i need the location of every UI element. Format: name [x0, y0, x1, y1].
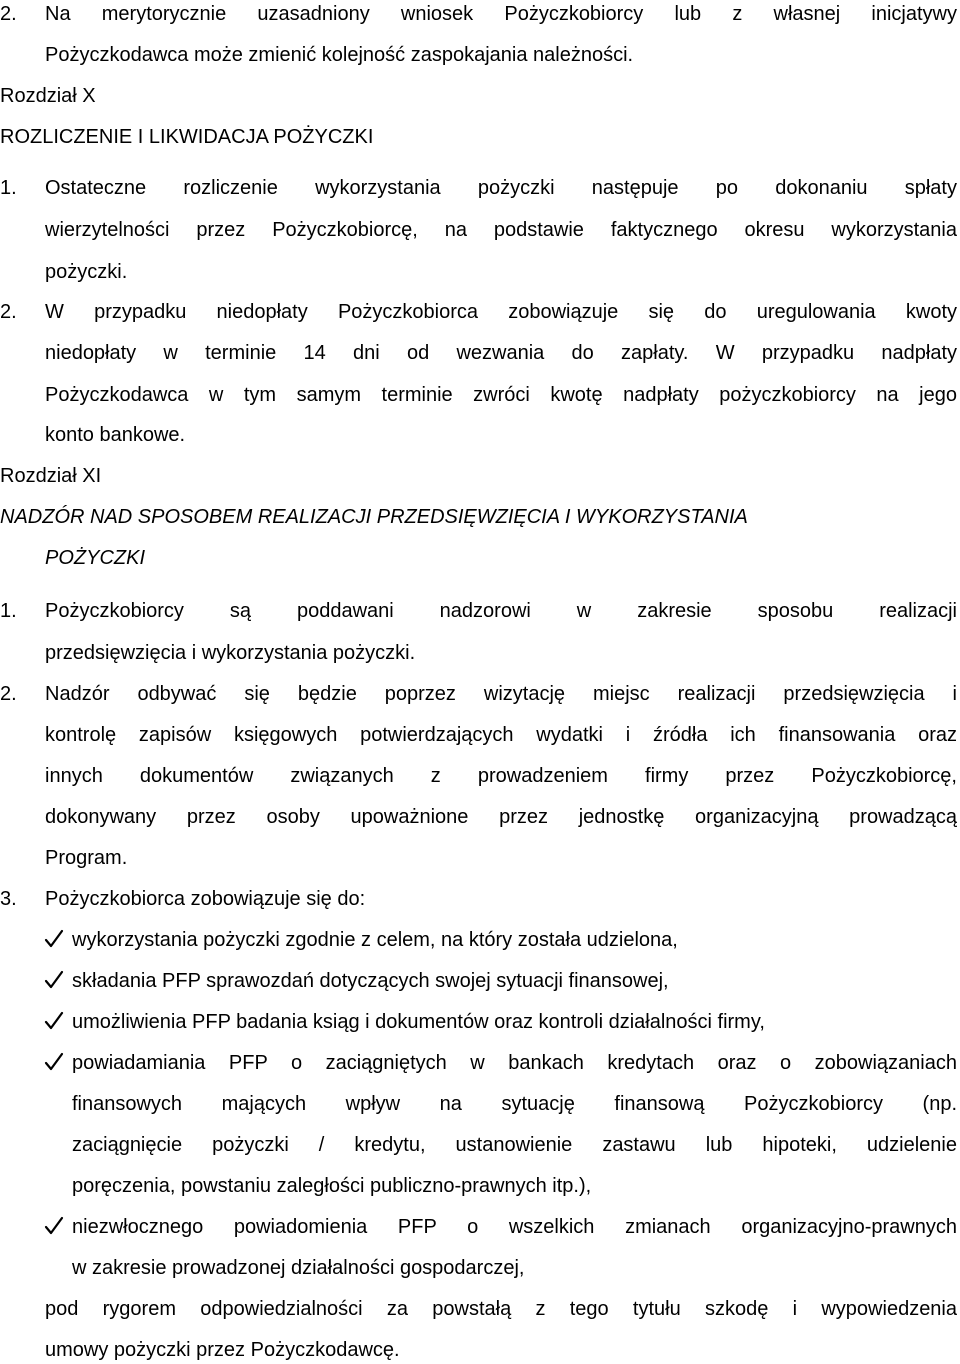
paragraph-number: 1.	[0, 600, 17, 622]
paragraph-line: Pożyczkodawca może zmienić kolejność zaspokajania należności.	[45, 44, 634, 66]
chapter-title: POŻYCZKI	[45, 547, 146, 569]
checkmark-icon	[44, 969, 64, 991]
paragraph-line: W przypadku niedopłaty Pożyczkobiorca zobowiązuje się do uregulowania kwoty	[45, 301, 957, 323]
checklist-item-line: składania PFP sprawozdań dotyczących swojej sytuacji finansowej,	[72, 970, 669, 992]
paragraph-number: 2.	[0, 683, 17, 705]
checkmark-icon	[44, 928, 64, 950]
paragraph-line: innych dokumentów związanych z prowadzeniem firmy przez Pożyczkobiorcę,	[45, 765, 957, 787]
checklist-item-line: poręczenia, powstaniu zaległości publiczno-prawnych itp.),	[72, 1175, 592, 1197]
paragraph-line: Na merytorycznie uzasadniony wniosek Pożyczkobiorcy lub z własnej inicjatywy	[45, 3, 957, 25]
checklist-item-line: wykorzystania pożyczki zgodnie z celem, na który została udzielona,	[72, 929, 678, 951]
paragraph-line: niedopłaty w terminie 14 dni od wezwania do zapłaty. W przypadku nadpłaty	[45, 342, 957, 364]
checklist-item-line: w zakresie prowadzonej działalności gospodarczej,	[72, 1257, 525, 1279]
paragraph-line: Pożyczkobiorcy są poddawani nadzorowi w zakresie sposobu realizacji	[45, 600, 957, 622]
paragraph-number: 2.	[0, 301, 17, 323]
paragraph-number: 1.	[0, 177, 17, 199]
paragraph-line: wierzytelności przez Pożyczkobiorcę, na podstawie faktycznego okresu wykorzystania	[45, 219, 957, 241]
paragraph-number: 3.	[0, 888, 17, 910]
chapter-label: Rozdział XI	[0, 465, 102, 487]
paragraph-line: Ostateczne rozliczenie wykorzystania pożyczki następuje po dokonaniu spłaty	[45, 177, 957, 199]
chapter-title: NADZÓR NAD SPOSOBEM REALIZACJI PRZEDSIĘWZIĘCIA I WYKORZYSTANIA	[0, 506, 748, 528]
checklist-item-line: niezwłocznego powiadomienia PFP o wszelkich zmianach organizacyjno-prawnych	[72, 1216, 957, 1238]
checkmark-icon	[44, 1215, 64, 1237]
paragraph-intro: Pożyczkobiorca zobowiązuje się do:	[45, 888, 366, 910]
paragraph-line: konto bankowe.	[45, 424, 186, 446]
paragraph-line: Nadzór odbywać się będzie poprzez wizytację miejsc realizacji przedsięwzięcia i	[45, 683, 957, 705]
closing-line: pod rygorem odpowiedzialności za powstałą z tego tytułu szkodę i wypowiedzenia	[45, 1298, 957, 1320]
chapter-title: ROZLICZENIE I LIKWIDACJA POŻYCZKI	[0, 126, 374, 148]
paragraph-line: Pożyczkodawca w tym samym terminie zwróci kwotę nadpłaty pożyczkobiorcy na jego	[45, 384, 957, 406]
checklist-item-line: powiadamiania PFP o zaciągniętych w bankach kredytach oraz o zobowiązaniach	[72, 1052, 957, 1074]
checkmark-icon	[44, 1010, 64, 1032]
chapter-label: Rozdział X	[0, 85, 96, 107]
checkmark-icon	[44, 1051, 64, 1073]
paragraph-number: 2.	[0, 3, 17, 25]
paragraph-line: kontrolę zapisów księgowych potwierdzających wydatki i źródła ich finansowania oraz	[45, 724, 957, 746]
paragraph-line: przedsięwzięcia i wykorzystania pożyczki.	[45, 642, 416, 664]
checklist-item-line: umożliwienia PFP badania ksiąg i dokumentów oraz kontroli działalności firmy,	[72, 1011, 765, 1033]
paragraph-line: pożyczki.	[45, 261, 128, 283]
paragraph-line: Program.	[45, 847, 128, 869]
checklist-item-line: finansowych mających wpływ na sytuację finansową Pożyczkobiorcy (np.	[72, 1093, 957, 1115]
paragraph-line: dokonywany przez osoby upoważnione przez jednostkę organizacyjną prowadzącą	[45, 806, 957, 828]
closing-line: umowy pożyczki przez Pożyczkodawcę.	[45, 1339, 400, 1361]
checklist-item-line: zaciągnięcie pożyczki / kredytu, ustanowienie zastawu lub hipoteki, udzielenie	[72, 1134, 957, 1156]
